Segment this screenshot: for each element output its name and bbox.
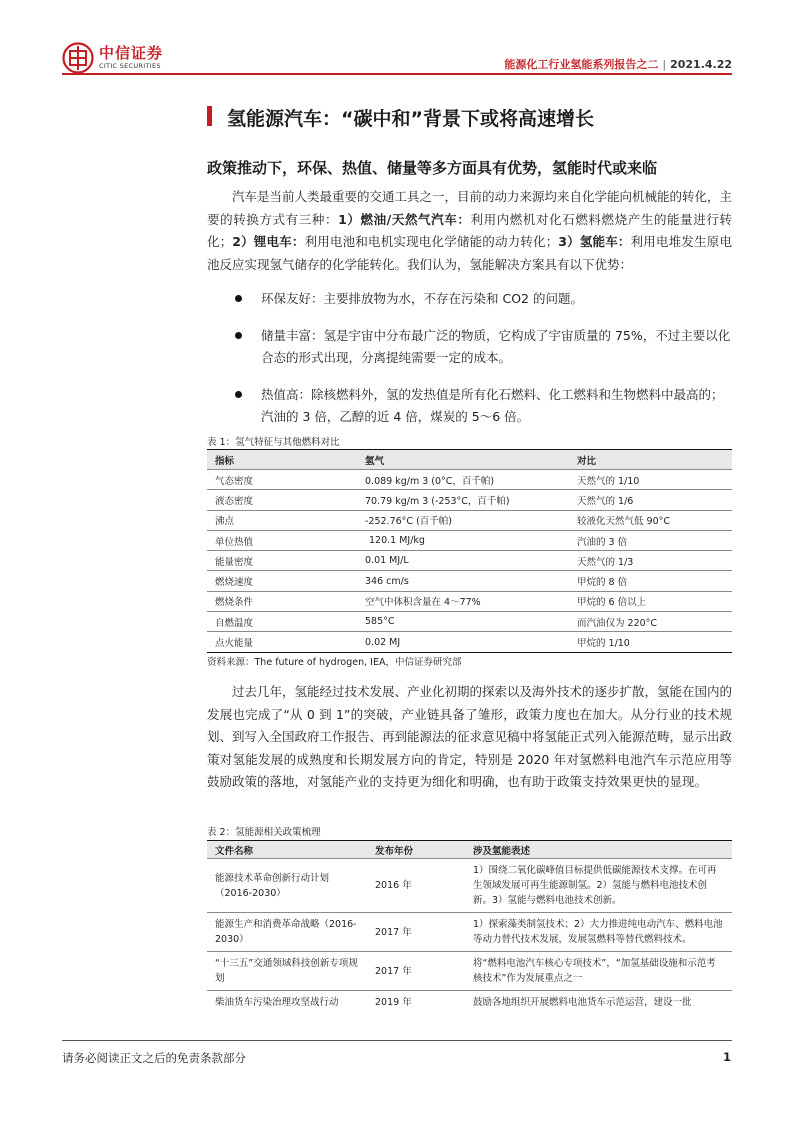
bullet-text: 环保友好：主要排放物为水，不存在污染和 CO2 的问题。 — [261, 291, 583, 306]
bullet-icon — [235, 295, 242, 302]
header-separator: | — [662, 58, 667, 71]
bullet-text: 热值高：除核燃料外，氢的发热值是所有化石燃料、化工燃料和生物燃料中最高的；汽油的 3 倍，乙醇的近 4 倍，煤炭的 5～6 倍。 — [261, 387, 724, 424]
table-cell: 70.79 kg/m 3 (-253°C，百千帕) — [357, 490, 569, 510]
table-cell: -252.76°C (百千帕) — [357, 510, 569, 530]
policy-paragraph: 过去几年，氢能经过技术发展、产业化初期的探索以及海外技术的逐步扩散，氢能在国内的发展也完成了“从 0 到 1”的突破，产业链具备了雏形，政策力度也在加大。从分行业的技术规划、到写入全国政府工作报告、再到能源法的征求意见稿中将氢能正式列入能源范畴，显示出政策对氢能发展的成熟度和长期发展方向的肯定，特别是 2020 年对氢燃料电池汽车示范应用等鼓励政策的落地，对氢能产业的支持更为细化和明确，也有助于政策支持效果更快的显现。 — [207, 684, 733, 789]
para1-bold-1: 1）燃油/天然气汽车： — [338, 211, 471, 227]
bullet-icon — [235, 332, 242, 339]
table-cell: 天然气的 1/3 — [569, 551, 732, 571]
table1-source: 资料来源：The future of hydrogen, IEA，中信证券研究部 — [207, 657, 462, 668]
para1-text-1: 汽车是当前人类最重要的交通工具之一，目前的动力来源均来自化学能向机械能的转化，主要的转换方式有三种： — [207, 189, 733, 227]
para1-text-2: 利用内燃机对化石燃料燃烧产生的能量进行转化； — [207, 211, 732, 249]
table-row — [207, 591, 732, 611]
report-series-title — [504, 56, 732, 72]
table-row — [207, 470, 732, 490]
page-number: 1 — [722, 1050, 731, 1064]
table-cell: 0.02 MJ — [357, 632, 569, 652]
table-header-cell: 指标 — [207, 450, 357, 470]
table-cell: 而汽油仅为 220°C — [569, 612, 732, 632]
table-cell: 能量密度 — [207, 551, 357, 571]
table-row — [207, 859, 732, 913]
table-row — [207, 952, 732, 991]
table-row — [207, 632, 732, 652]
table-cell: 2017 年 — [367, 952, 465, 991]
table1-caption: 表 1：氢气特征与其他燃料对比 — [207, 437, 340, 448]
logo-en: CITIC SECURITIES — [99, 62, 161, 70]
para1-text-3: 利用电池和电机实现电化学储能的动力转化； — [304, 234, 559, 249]
table-cell: 液态密度 — [207, 490, 357, 510]
citic-logo — [62, 42, 163, 74]
table-cell: 天然气的 1/10 — [569, 470, 732, 490]
table-cell: 燃烧条件 — [207, 591, 357, 611]
table-cell: 自燃温度 — [207, 612, 357, 632]
section-title — [207, 104, 732, 131]
table-cell: 1）探索藻类制氢技术；2）大力推进纯电动汽车、燃料电池等动力替代技术发展，发展氢燃料等替代燃料技术。 — [465, 913, 732, 952]
table-cell: 点火能量 — [207, 632, 357, 652]
table-cell: 气态密度 — [207, 470, 357, 490]
table-cell: 0.01 MJ/L — [357, 551, 569, 571]
table-row — [207, 490, 732, 510]
table-header-row — [207, 450, 732, 470]
para1-bold-2: 2）锂电车： — [232, 234, 305, 249]
table-cell: 0.089 kg/m 3 (0°C，百千帕) — [357, 470, 569, 490]
list-item — [207, 325, 732, 369]
table-cell: 柴油货车污染治理攻坚战行动 — [215, 997, 339, 1008]
table-cell: 鼓励各地组织开展燃料电池货车示范运营，建设一批 — [473, 997, 692, 1008]
table-cell: 汽油的 3 倍 — [569, 530, 732, 550]
table-header-cell: 涉及氢能表述 — [465, 841, 732, 859]
hydrogen-comparison-table — [207, 449, 732, 653]
list-item — [207, 288, 732, 310]
table-header-cell: 对比 — [569, 450, 732, 470]
table-cell: 346 cm/s — [357, 571, 569, 591]
table-cell: 空气中体积含量在 4～77% — [357, 591, 569, 611]
page-header — [62, 40, 732, 74]
bullet-text: 储量丰富：氢是宇宙中分布最广泛的物质，它构成了宇宙质量的 75%，不过主要以化合态的形式出现，分离提纯需要一定的成本。 — [261, 328, 731, 365]
logo-text — [99, 45, 163, 71]
table-header-row — [207, 841, 732, 859]
table-cell: 能源技术革命创新行动计划（2016-2030） — [207, 859, 367, 913]
table-cell: “十三五”交通领域科技创新专项规划 — [207, 952, 367, 991]
table-header-cell: 氢气 — [357, 450, 569, 470]
table-cell: 甲烷的 8 倍 — [569, 571, 732, 591]
table-cell: 较液化天然气低 90°C — [569, 510, 732, 530]
table-row — [207, 612, 732, 632]
para1-bold-3: 3）氢能车： — [558, 234, 631, 249]
report-date: 2021.4.22 — [670, 58, 732, 71]
table-row — [207, 510, 732, 530]
table-cell: 能源生产和消费革命战略（2016-2030） — [207, 913, 367, 952]
table-cell: 将“燃料电池汽车核心专项技术”，“加氢基础设施和示范考核技术”作为发展重点之一 — [465, 952, 732, 991]
table-cell: 2019 年 — [375, 997, 412, 1008]
section-title-text: 氢能源汽车：“碳中和”背景下或将高速增长 — [227, 108, 594, 130]
table-cell: 甲烷的 6 倍以上 — [569, 591, 732, 611]
para1-text-4: 利用电堆发生原电池反应实现氢气储存的化学能转化。我们认为，氢能解决方案具有以下优势： — [207, 234, 732, 272]
subsection-title: 政策推动下，环保、热值、储量等多方面具有优势，氢能时代或来临 — [207, 159, 658, 177]
table-header-cell: 发布年份 — [367, 841, 465, 859]
policy-table — [207, 840, 732, 1012]
header-divider — [62, 73, 732, 75]
table-cell: 2016 年 — [367, 859, 465, 913]
table-cell: 甲烷的 1/10 — [569, 632, 732, 652]
table-cell: 燃烧速度 — [207, 571, 357, 591]
intro-paragraph — [207, 186, 732, 276]
logo-cn: 中信证券 — [99, 44, 164, 62]
table-cell: 天然气的 1/6 — [569, 490, 732, 510]
table-header-cell: 文件名称 — [207, 841, 367, 859]
table-cell: 单位热值 — [207, 530, 357, 550]
citic-logo-icon — [62, 42, 94, 74]
table-cell: 2017 年 — [367, 913, 465, 952]
report-title-text: 能源化工行业氢能系列报告之二 — [504, 58, 659, 71]
table-cell: 120.1 MJ/kg — [357, 530, 569, 550]
advantages-list — [207, 288, 732, 443]
footer-divider — [62, 1040, 732, 1041]
disclaimer-link: 请务必阅读正文之后的免责条款部分 — [62, 1051, 246, 1065]
table-row — [207, 571, 732, 591]
bullet-icon — [235, 391, 242, 398]
list-item — [207, 384, 732, 428]
table2-caption: 表 2：氢能源相关政策梳理 — [207, 827, 321, 838]
table-cell: 沸点 — [207, 510, 357, 530]
table-cell: 1）围绕二氧化碳峰值目标提供低碳能源技术支撑。在可再生领域发展可再生能源制氢。2）氢能与燃料电池技术创新。3）氢能与燃料电池技术创新。 — [465, 859, 732, 913]
table-row — [207, 551, 732, 571]
table-row — [207, 530, 732, 550]
table-row — [207, 913, 732, 952]
table-row — [207, 991, 732, 1013]
table-cell: 585°C — [357, 612, 569, 632]
